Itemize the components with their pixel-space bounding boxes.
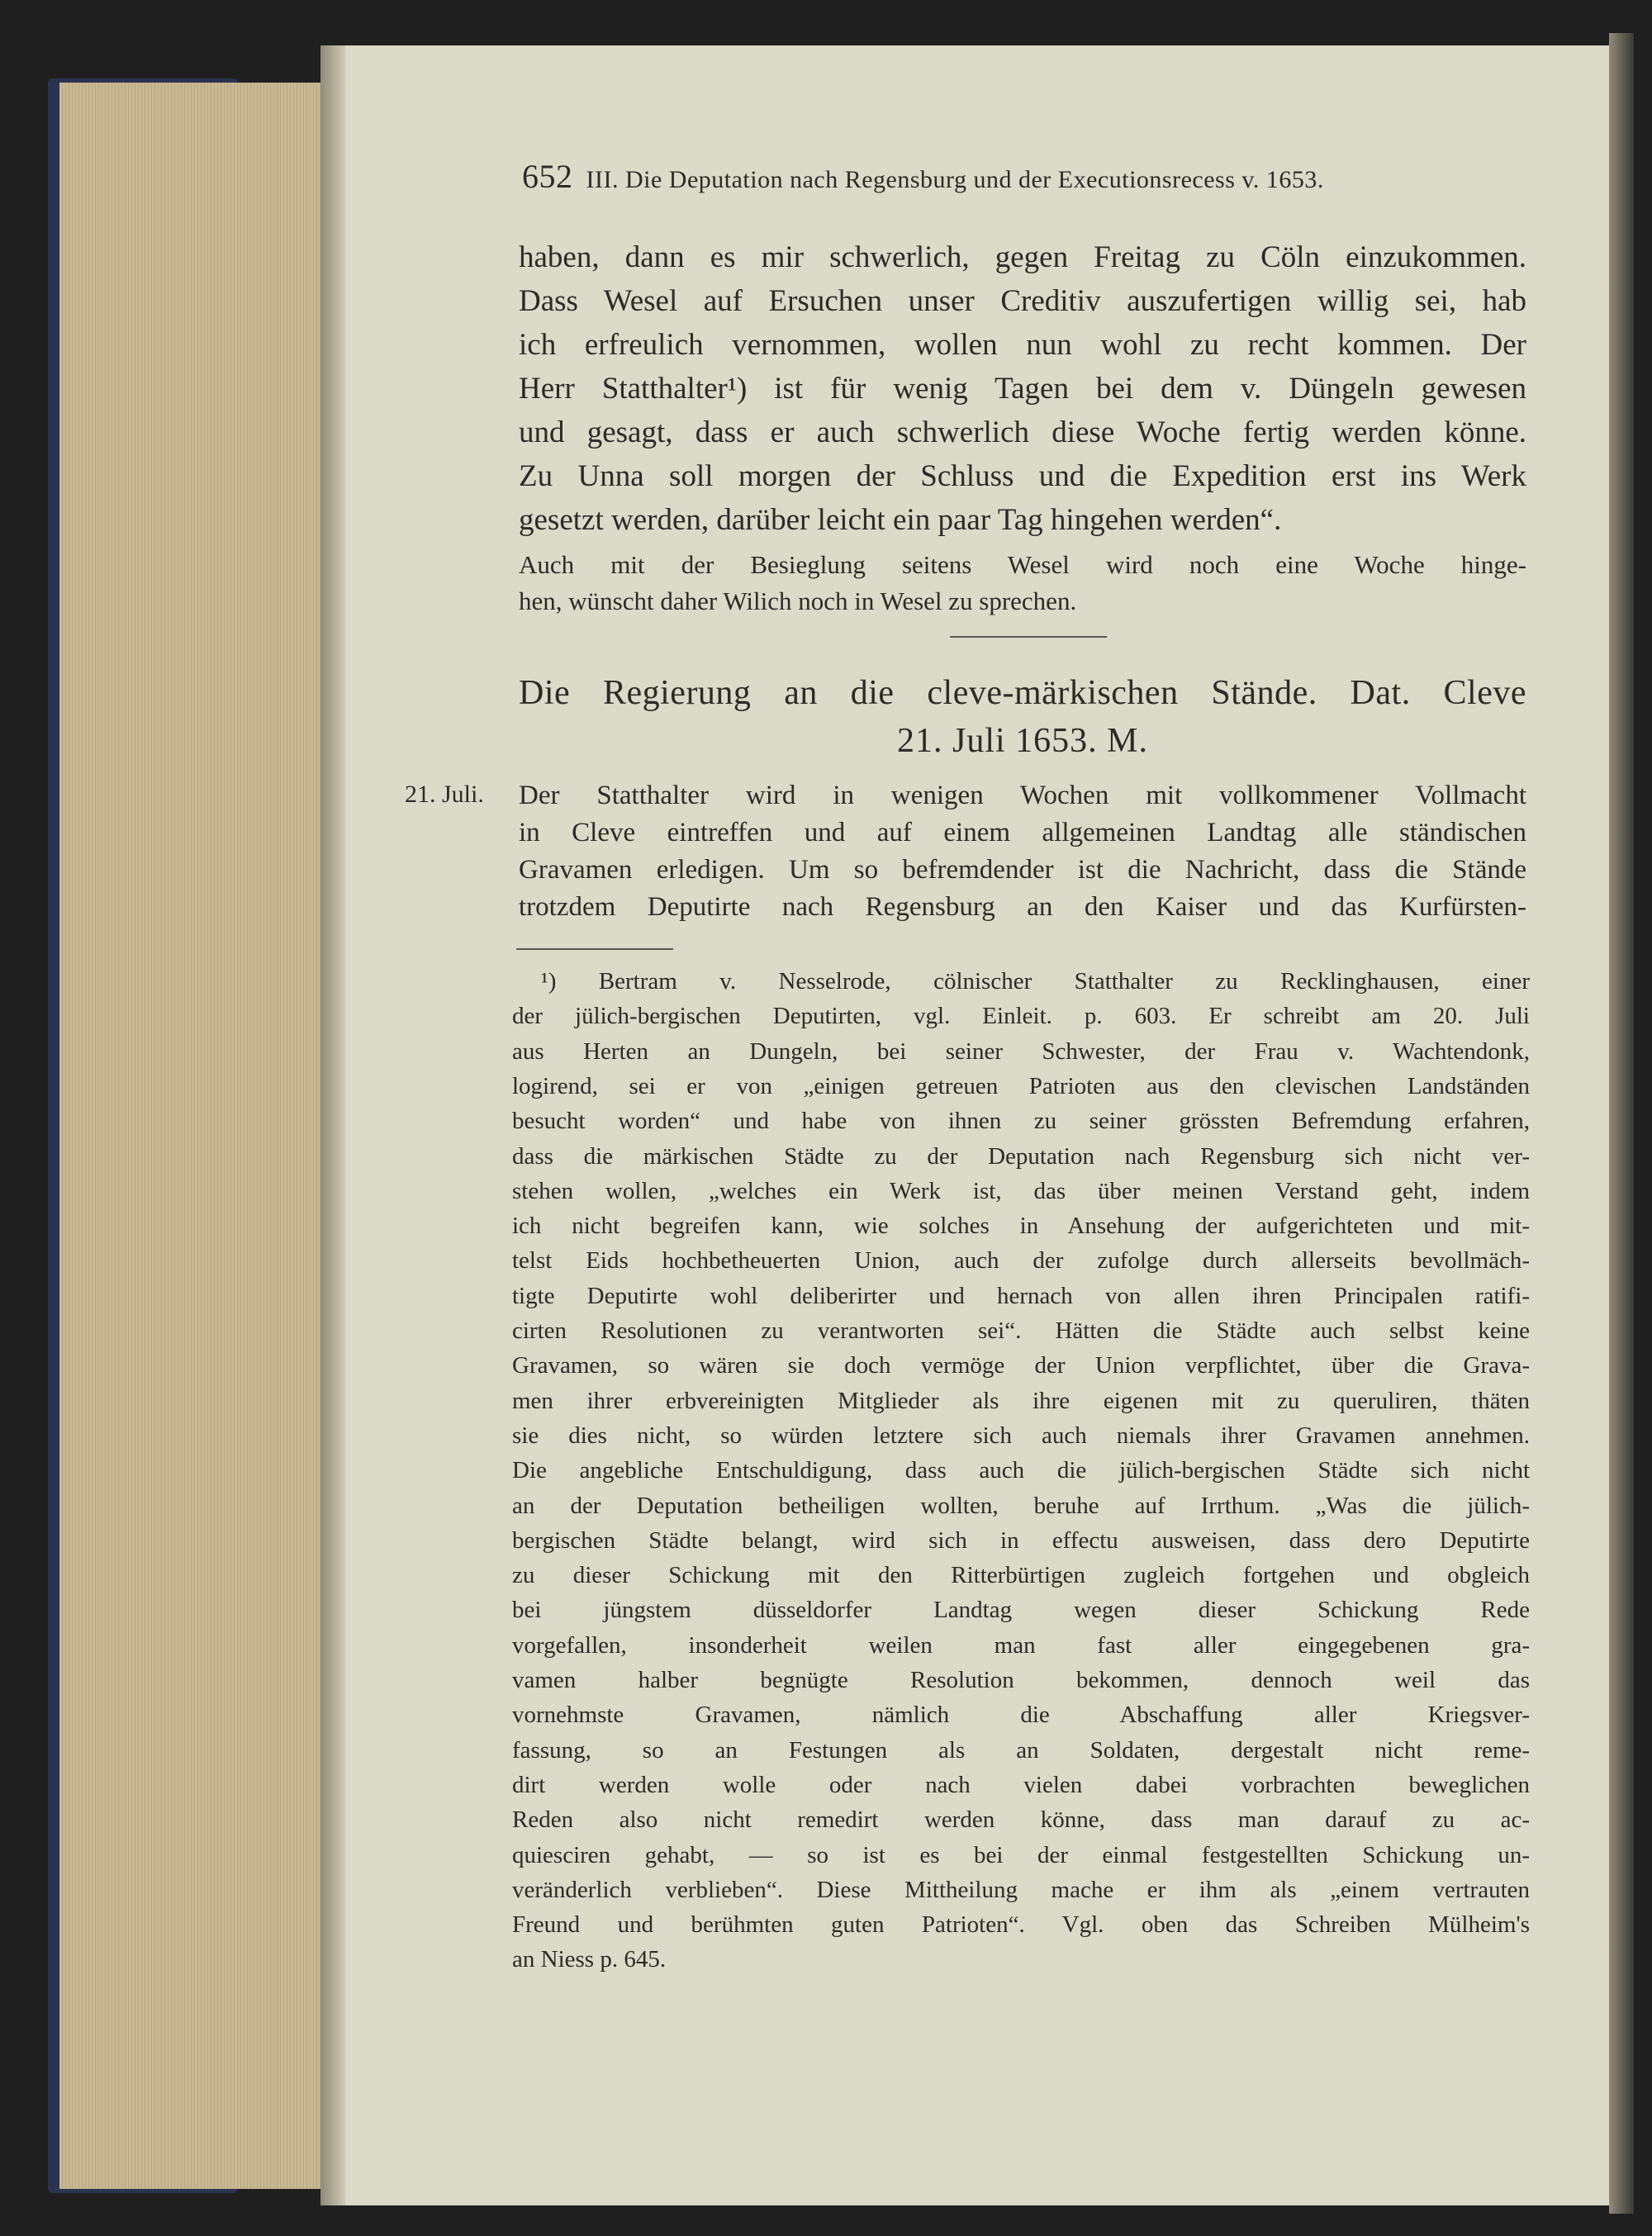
note-line: Auch mit der Besieglung seitens Wesel wird noch eine Woche hinge- [519,550,1526,579]
footnote-line: telst Eids hochbetheuerten Union, auch der zufolge durch allerseits bevollmäch- [512,1247,1530,1274]
footnote-line: logirend, sei er von „einigen getreuen Patrioten aus den clevischen Landständen [512,1073,1530,1099]
footnote-line: Reden also nicht remedirt werden könne, dass man darauf zu ac- [512,1806,1530,1833]
footnote-line: Die angebliche Entschuldigung, dass auch die jülich-bergischen Städte sich nicht [512,1457,1530,1484]
running-header [522,157,1526,196]
body-line: Zu Unna soll morgen der Schluss und die Expedition erst ins Werk [519,459,1526,493]
footnote-line: dirt werden wolle oder nach vielen dabei vorbrachten beweglichen [512,1772,1530,1798]
section-line: in Cleve eintreffen und auf einem allgemeinen Landtag alle ständischen [519,818,1526,847]
footnote-line: bergischen Städte belangt, wird sich in effectu ausweisen, dass dero Deputirte [512,1527,1530,1554]
body-line: haben, dann es mir schwerlich, gegen Freitag zu Cöln einzukommen. [519,240,1526,274]
page-number: 652 [522,158,573,195]
footnote-line: vamen halber begnügte Resolution bekommen, dennoch weil das [512,1667,1530,1693]
footnote-line: stehen wollen, „welches ein Werk ist, das über meinen Verstand geht, indem [512,1178,1530,1204]
footnote-line: veränderlich verblieben“. Diese Mittheilung mache er ihm als „einem vertrauten [512,1877,1530,1903]
footnote-line: der jülich-bergischen Deputirten, vgl. Einleit. p. 603. Er schreibt am 20. Juli [512,1003,1530,1029]
footnote-line: tigte Deputirte wohl deliberirter und hernach von allen ihren Principalen ratifi- [512,1283,1530,1309]
footnote-line: an der Deputation betheiligen wollten, beruhe auf Irrthum. „Was die jülich- [512,1493,1530,1519]
margin-date: 21. Juli. [405,781,484,808]
body-line: Herr Statthalter¹) ist für wenig Tagen bei dem v. Düngeln gewesen [519,372,1526,406]
footnote-line: men ihrer erbvereinigten Mitglieder als ihre eigenen mit zu queruliren, thäten [512,1388,1530,1414]
footnote-line: besucht worden“ und habe von ihnen zu seiner grössten Befremdung erfahren, [512,1108,1530,1134]
footnote-line: vornehmste Gravamen, nämlich die Abschaffung aller Kriegsver- [512,1702,1530,1728]
section-line: trotzdem Deputirte nach Regensburg an den Kaiser und das Kurfürsten- [519,892,1526,922]
footnote-line: vorgefallen, insonderheit weilen man fast aller eingegebenen gra- [512,1632,1530,1659]
footnote-line: dass die märkischen Städte zu der Deputation nach Regensburg sich nicht ver- [512,1143,1530,1170]
section-line: Der Statthalter wird in wenigen Wochen mit vollkommener Vollmacht [519,781,1526,810]
footnote-line: cirten Resolutionen zu verantworten sei“. Hätten die Städte auch selbst keine [512,1317,1530,1344]
section-title-line-2: 21. Juli 1653. M. [896,722,1149,760]
body-line: und gesagt, dass er auch schwerlich diese Woche fertig werden könne. [519,415,1526,449]
running-title: III. Die Deputation nach Regensburg und der Executionsrecess v. 1653. [586,166,1324,193]
footnote-line: sie dies nicht, so würden letztere sich auch niemals ihrer Gravamen annehmen. [512,1422,1530,1449]
section-divider [950,636,1107,638]
footnote-line: an Niess p. 645. [512,1946,667,1973]
footnote-rule [516,948,673,950]
body-line: Dass Wesel auf Ersuchen unser Creditiv auszufertigen willig sei, hab [519,284,1526,318]
footnote-line: ¹) Bertram v. Nesselrode, cölnischer Statthalter zu Recklinghausen, einer [541,968,1530,995]
footnote-line: zu dieser Schickung mit den Ritterbürtigen zugleich fortgehen und obgleich [512,1562,1530,1588]
section-title-line-1: Die Regierung an die cleve-märkischen Stände. Dat. Cleve [519,674,1526,712]
facing-page-edge [1609,33,1634,2214]
body-line: gesetzt werden, darüber leicht ein paar Tag hingehen werden“. [519,503,1282,537]
footnote-line: aus Herten an Dungeln, bei seiner Schwester, der Frau v. Wachtendonk, [512,1038,1530,1065]
footnote-line: ich nicht begreifen kann, wie solches in Ansehung der aufgerichteten und mit- [512,1213,1530,1239]
section-line: Gravamen erledigen. Um so befremdender ist die Nachricht, dass die Stände [519,855,1526,885]
footnote-line: Gravamen, so wären sie doch vermöge der Union verpflichtet, über die Grava- [512,1352,1530,1379]
footnote-line: fassung, so an Festungen als an Soldaten, dergestalt nicht reme- [512,1737,1530,1764]
footnote-line: quiesciren gehabt, — so ist es bei der einmal festgestellten Schickung un- [512,1842,1530,1868]
page-edges [59,83,332,2189]
footnote-line: Freund und berühmten guten Patrioten“. Vgl. oben das Schreiben Mülheim's [512,1911,1530,1938]
body-line: ich erfreulich vernommen, wollen nun wohl zu recht kommen. Der [519,328,1526,362]
page-gutter [320,45,345,2205]
footnote-line: bei jüngstem düsseldorfer Landtag wegen dieser Schickung Rede [512,1597,1530,1623]
note-line: hen, wünscht daher Wilich noch in Wesel zu sprechen. [519,586,1077,615]
